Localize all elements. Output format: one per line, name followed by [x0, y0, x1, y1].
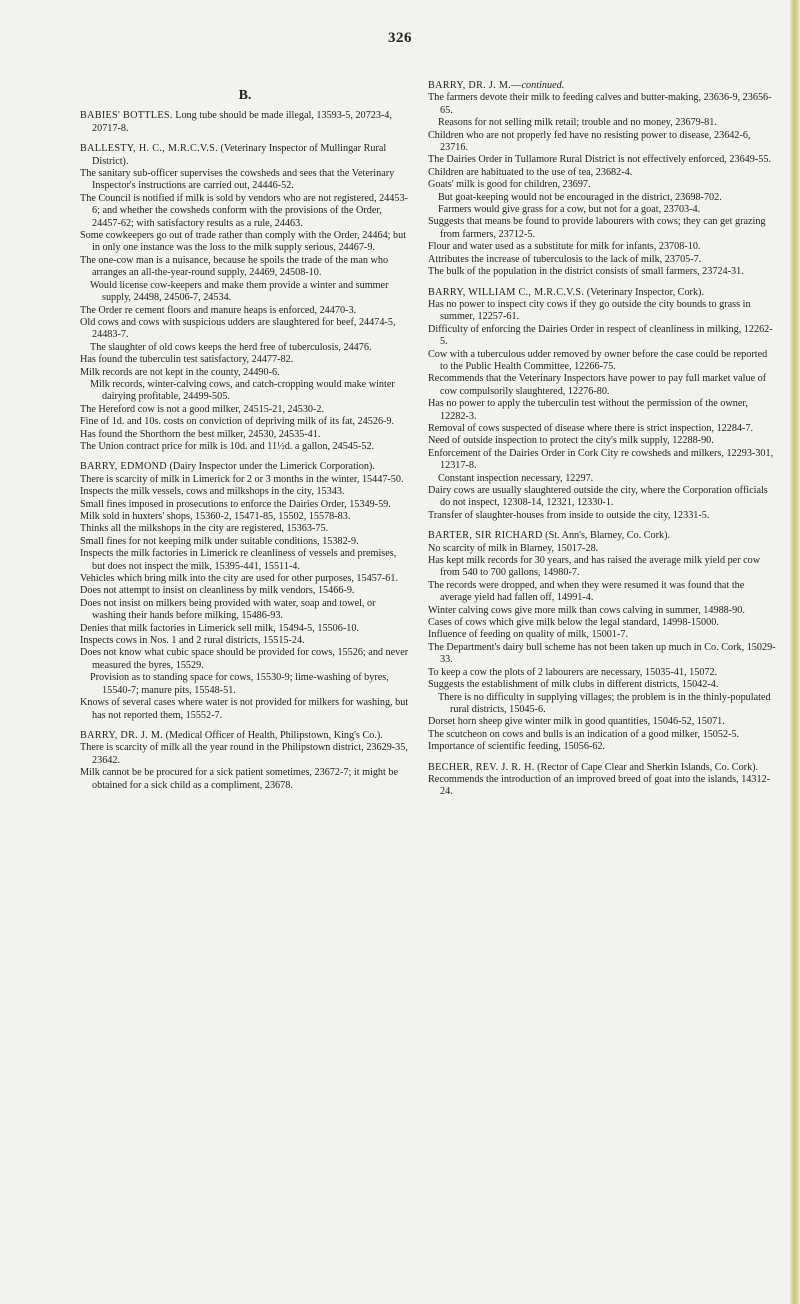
index-line: The Department's dairy bull scheme has not been taken up much in Co. Cork, 15029-33.	[428, 641, 776, 666]
right-column	[428, 80, 776, 807]
index-line: Winter calving cows give more milk than cows calving in summer, 14988-90.	[428, 604, 745, 616]
index-line: Fine of 1d. and 10s. costs on conviction of depriving milk of its fat, 24526-9.	[80, 416, 395, 428]
index-line: Farmers would give grass for a cow, but not for a goat, 23703-4.	[438, 204, 701, 216]
index-line: Inspects the milk factories in Limerick re cleanliness of vessels and premises, but does not inspect the milk, 15395-441, 15511-4.	[80, 548, 397, 572]
index-line: There is no difficulty in supplying villages; the problem is in the thinly-populated rural districts, 15045-6.	[438, 691, 771, 715]
index-line: There is scarcity of milk in Limerick for 2 or 3 months in the winter, 15447-50.	[80, 473, 404, 485]
index-line: The records were dropped, and when they were resumed it was found that the average yield had fallen off, 14991-4.	[428, 579, 745, 604]
entry-description: (Medical Officer of Health, Philipstown, King's Co.).	[163, 729, 383, 741]
entry-heading	[80, 461, 410, 473]
index-line: Denies that milk factories in Limerick sell milk, 15494-5, 15506-10.	[80, 622, 359, 634]
index-entry	[428, 530, 776, 753]
index-line: Has found the Shorthorn the best milker, 24530, 24535-41.	[80, 428, 321, 440]
entry-name: BABIES' BOTTLES.	[80, 110, 173, 122]
index-line: Old cows and cows with suspicious udders are slaughtered for beef, 24474-5, 24483-7.	[80, 316, 396, 341]
index-line: Knows of several cases where water is not provided for milkers for washing, but has not reported them, 15552-7.	[80, 697, 409, 721]
entry-description: Long tube should be made illegal, 13593-5, 20723-4, 20717-8.	[92, 110, 392, 134]
left-entries	[80, 110, 410, 792]
index-line: Inspects cows in Nos. 1 and 2 rural districts, 15515-24.	[80, 635, 305, 647]
entry-heading	[80, 730, 410, 742]
entry-name: BARTER, SIR RICHARD	[428, 530, 543, 542]
entry-description: (Veterinary Inspector, Cork).	[584, 286, 704, 298]
index-line: The Order re cement floors and manure heaps is enforced, 24470-3.	[80, 304, 357, 316]
index-line: Influence of feeding on quality of milk, 15001-7.	[428, 629, 629, 641]
index-line: The bulk of the population in the district consists of small farmers, 23724-31.	[428, 266, 744, 278]
index-line: But goat-keeping would not be encouraged in the district, 23698-702.	[438, 191, 722, 203]
index-line: Does not know what cubic space should be provided for cows, 15526; and never measured the byres, 15529.	[80, 647, 409, 671]
index-line: Children who are not properly fed have no resisting power to disease, 23642-6, 23716.	[428, 129, 751, 154]
entry-heading	[428, 530, 776, 542]
entry-heading	[80, 110, 410, 135]
index-entry	[80, 730, 410, 792]
index-line: Provision as to standing space for cows, 15530-9; lime-washing of byres, 15540-7; manure pits, 15548-51.	[90, 672, 389, 696]
index-line: Has no power to inspect city cows if they go outside the city bounds to grass in summer, 12257-61.	[428, 298, 751, 323]
index-line: The farmers devote their milk to feeding calves and butter-making, 23636-9, 23656-65.	[428, 92, 772, 116]
page-edge-shading	[790, 0, 800, 1304]
entry-heading	[428, 287, 776, 299]
index-line: Reasons for not selling milk retail; trouble and no money, 23679-81.	[438, 117, 717, 129]
index-line: There is scarcity of milk all the year round in the Philipstown district, 23629-35, 23642.	[80, 742, 408, 766]
index-line: Removal of cows suspected of disease where there is strict inspection, 12284-7.	[428, 422, 754, 434]
index-entry	[80, 143, 410, 453]
index-entry	[80, 110, 410, 135]
index-line: Cases of cows which give milk below the legal standard, 14998-15000.	[428, 617, 719, 629]
left-column	[80, 80, 410, 800]
page-number: 326	[388, 30, 412, 46]
index-line: The scutcheon on cows and bulls is an indication of a good milker, 15052-5.	[428, 728, 740, 740]
index-line: Vehicles which bring milk into the city are used for other purposes, 15457-61.	[80, 573, 399, 585]
index-line: Flour and water used as a substitute for milk for infants, 23708-10.	[428, 241, 701, 253]
entry-description: (Veterinary Inspector of Mullingar Rural District).	[92, 143, 387, 167]
index-line: Milk records, winter-calving cows, and catch-cropping would make winter dairying profitable, 24499-505.	[90, 378, 395, 403]
index-line: Small fines for not keeping milk under suitable conditions, 15382-9.	[80, 535, 359, 547]
index-line: Some cowkeepers go out of trade rather than comply with the Order, 24464; but in only one instance was the loss to the milk supply serious, 24467-9.	[80, 230, 407, 254]
entry-name: BALLESTY, H. C., M.R.C.V.S.	[80, 143, 218, 155]
index-line: Importance of scientific feeding, 15056-62.	[428, 741, 606, 753]
entry-name: BECHER, REV. J. R. H.	[428, 761, 535, 773]
index-entry	[80, 461, 410, 722]
index-line: Dorset horn sheep give winter milk in good quantities, 15046-52, 15071.	[428, 716, 725, 728]
index-line: Recommends that the Veterinary Inspectors have power to pay full market value of cow compulsorily slaughtered, 12276-80.	[428, 373, 767, 397]
index-line: Would license cow-keepers and make them provide a winter and summer supply, 24498, 24506-7, 24534.	[90, 279, 389, 304]
entry-heading	[80, 143, 410, 168]
index-entry	[428, 762, 776, 799]
index-entry	[428, 80, 776, 279]
index-line: The Dairies Order in Tullamore Rural District is not effectively enforced, 23649-55.	[428, 154, 771, 166]
index-line: No scarcity of milk in Blarney, 15017-28.	[428, 542, 599, 554]
index-line: The slaughter of old cows keeps the herd free of tuberculosis, 24476.	[90, 341, 372, 353]
index-line: Enforcement of the Dairies Order in Cork City re cowsheds and milkers, 12293-301, 12317-8.	[428, 447, 774, 472]
index-line: Suggests that means be found to provide labourers with cows; they can get grazing from farmers, 23712-5.	[428, 216, 766, 240]
index-line: Has kept milk records for 30 years, and has raised the average milk yield per cow from 540 to 700 gallons, 14980-7.	[428, 555, 761, 579]
index-line: The Union contract price for milk is 10d. and 11½d. a gallon, 24545-52.	[80, 440, 375, 452]
index-line: Goats' milk is good for children, 23697.	[428, 179, 591, 191]
index-line: Suggests the establishment of milk clubs in different districts, 15042-4.	[428, 679, 719, 691]
index-line: Milk cannot be be procured for a sick patient sometimes, 23672-7; it might be obtained for a sick child as a compliment, 23678.	[80, 767, 399, 791]
right-entries	[428, 80, 776, 799]
entry-name: BARRY, DR. J. M.	[80, 729, 164, 741]
index-entry	[428, 287, 776, 523]
entry-description: continued.	[521, 80, 565, 91]
index-line: Need of outside inspection to protect the city's milk supply, 12288-90.	[428, 435, 714, 447]
index-line: Recommends the introduction of an improved breed of goat into the islands, 14312-24.	[428, 773, 771, 798]
index-line: Cow with a tuberculous udder removed by owner before the case could be reported to the Public Health Committee, 12266-75.	[428, 348, 768, 372]
section-letter: B.	[238, 88, 252, 103]
index-line: Dairy cows are usually slaughtered outside the city, where the Corporation officials do not inspect, 12308-14, 12321, 12330-1.	[428, 485, 768, 509]
index-line: Small fines imposed in prosecutions to enforce the Dairies Order, 15349-59.	[80, 498, 391, 510]
index-line: Thinks all the milkshops in the city are registered, 15363-75.	[80, 523, 329, 535]
index-line: Has found the tuberculin test satisfactory, 24477-82.	[80, 354, 294, 366]
entry-heading	[428, 80, 776, 92]
index-line: Inspects the milk vessels, cows and milkshops in the city, 15343.	[80, 486, 345, 498]
entry-name: BARRY, DR. J. M.—	[428, 80, 522, 91]
index-line: Transfer of slaughter-houses from inside to outside the city, 12331-5.	[428, 509, 710, 521]
index-line: Constant inspection necessary, 12297.	[438, 472, 594, 484]
index-line: Difficulty of enforcing the Dairies Order in respect of cleanliness in milking, 12262-5.	[428, 323, 773, 348]
index-line: Milk records are not kept in the county, 24490-6.	[80, 366, 280, 378]
index-line: The one-cow man is a nuisance, because he spoils the trade of the man who arranges an all-the-year-round supply, 24469, 24508-10.	[80, 254, 389, 279]
index-line: The sanitary sub-officer supervises the cowsheds and sees that the Veterinary Inspector's instructions are carried out, 24446-52.	[80, 168, 395, 192]
entry-description: (Rector of Cape Clear and Sherkin Islands, Co. Cork).	[534, 761, 759, 773]
index-line: Attributes the increase of tuberculosis to the lack of milk, 23705-7.	[428, 253, 702, 265]
index-line: The Council is notified if milk is sold by vendors who are not registered, 24453-6; and whether the cowsheds conform with the provisions of the Order, 24457-62; with satisfactory results as a rule, 24463.	[80, 192, 408, 229]
index-line: Has no power to apply the tuberculin test without the permission of the owner, 12282-3.	[428, 398, 748, 422]
index-line: The Hereford cow is not a good milker, 24515-21, 24530-2.	[80, 403, 325, 415]
entry-description: (Dairy Inspector under the Limerick Corporation).	[166, 461, 375, 473]
index-line: Children are habituated to the use of tea, 23682-4.	[428, 166, 633, 178]
index-line: Milk sold in huxters' shops, 15360-2, 15471-85, 15502, 15578-83.	[80, 511, 351, 522]
entry-description: (St. Ann's, Blarney, Co. Cork).	[542, 530, 671, 542]
index-line: Does not insist on milkers being provided with water, soap and towel, or washing their hands before milking, 15486-93.	[80, 597, 376, 622]
entry-name: BARRY, EDMOND	[80, 461, 167, 473]
entry-heading	[428, 762, 776, 774]
entry-name: BARRY, WILLIAM C., M.R.C.V.S.	[428, 286, 585, 298]
index-line: Does not attempt to insist on cleanliness by milk vendors, 15466-9.	[80, 585, 355, 597]
index-line: To keep a cow the plots of 2 labourers are necessary, 15035-41, 15072.	[428, 666, 718, 678]
